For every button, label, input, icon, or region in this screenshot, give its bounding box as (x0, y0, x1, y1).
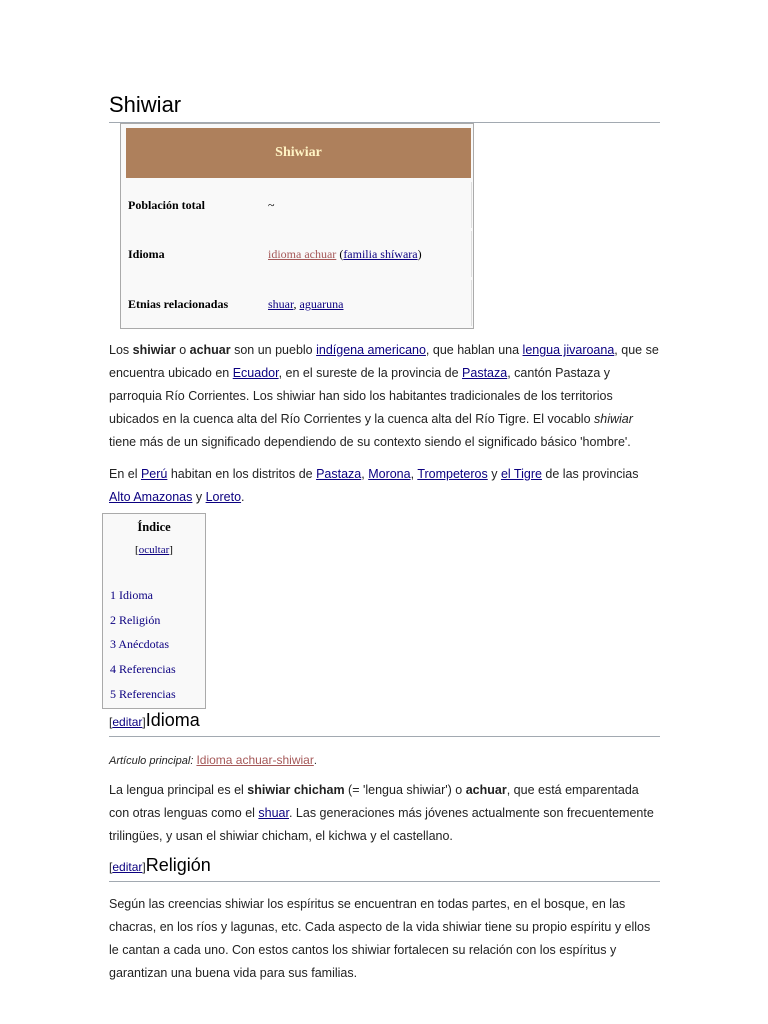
toc-item-idioma[interactable]: 1 Idioma (110, 588, 153, 602)
hatnote-label: Artículo principal: (109, 755, 197, 767)
link-pastaza-province[interactable]: Pastaza (462, 366, 508, 380)
toc-toggle: [ocultar] (135, 544, 173, 556)
section-title: Religión (145, 855, 211, 875)
edit-link-idioma[interactable]: editar (112, 715, 143, 729)
edit-section: [editar] (109, 715, 146, 729)
page-title: Shiwiar (109, 90, 660, 123)
toc-list (110, 583, 176, 707)
toc-item-referencias[interactable]: 4 Referencias (110, 662, 176, 677)
bold-shiwiar-chicham: shiwiar chicham (247, 783, 345, 797)
infobox-punct: , (293, 297, 300, 311)
infobox-value: ~ (268, 198, 275, 212)
link-ecuador[interactable]: Ecuador (232, 366, 279, 380)
section-heading-idioma (109, 708, 660, 737)
infobox-label: Idioma (128, 247, 165, 261)
link-peru[interactable]: Perú (140, 467, 168, 481)
infobox (120, 123, 474, 329)
link-lengua-jivaroana[interactable]: lengua jivaroana (522, 343, 615, 357)
bold-achuar: achuar (189, 343, 231, 357)
table-of-contents (102, 513, 206, 709)
link-pastaza-district[interactable]: Pastaza (316, 467, 362, 481)
link-idioma-achuar[interactable]: idioma achuar (268, 247, 337, 261)
infobox-label: Etnias relacionadas (128, 297, 229, 311)
idioma-paragraph: La lengua principal es el shiwiar chicham (= 'lengua shiwiar') o achuar, que está emparentada con otras lenguas como el shuar. Las generaciones más jóvenes actualmente son frecuentemente trilingües, y usan el shiwiar chicham, el kichwa y el castellano. (109, 783, 654, 843)
link-loreto[interactable]: Loreto (205, 490, 242, 504)
hatnote: Artículo principal: Idioma achuar-shiwiar. (109, 753, 317, 767)
toc-title: Índice (137, 520, 171, 534)
section-heading-religion (109, 853, 660, 882)
link-shuar-language[interactable]: shuar (258, 806, 289, 820)
toc-hide-link[interactable]: ocultar (138, 544, 170, 556)
infobox-value (268, 297, 344, 312)
edit-section: [editar] (109, 860, 146, 874)
infobox-divider (471, 182, 472, 228)
link-shuar[interactable]: shuar (268, 297, 294, 311)
link-indigena-americano[interactable]: indígena americano (316, 343, 426, 357)
bold-achuar: achuar (465, 783, 507, 797)
infobox-row-population (128, 198, 473, 218)
toc-item-anecdotas[interactable]: 3 Anécdotas (110, 637, 169, 652)
infobox-divider (471, 231, 472, 277)
infobox-divider (471, 280, 472, 326)
link-el-tigre[interactable]: el Tigre (500, 467, 542, 481)
bold-shiwiar: shiwiar (132, 343, 176, 357)
intro-paragraph-2: En el Perú habitan en los distritos de Pastaza, Morona, Trompeteros y el Tigre de las provincias Alto Amazonas y Loreto. (109, 467, 639, 504)
intro-paragraph-1: Los shiwiar o achuar son un pueblo indígena americano, que hablan una lengua jivaroana, que se encuentra ubicado en Ecuador, en el sureste de la provincia de Pastaza, cantón Pastaza y parroquia Río Corrientes. Los shiwiar han sido los habitantes tradicionales de los territorios ubicados en la cuenca alta del Río Corrientes y la cuenca alta del Río Tigre. El vocablo shiwiar tiene más de un significado dependiendo de su contexto siendo el significado básico 'hombre'. (109, 343, 659, 449)
section-title: Idioma (145, 710, 200, 730)
infobox-punct: ( (336, 247, 344, 261)
link-idioma-achuar-shiwiar[interactable]: Idioma achuar-shiwiar (196, 753, 314, 767)
edit-link-religion[interactable]: editar (112, 860, 143, 874)
infobox-header: Shiwiar (126, 128, 471, 178)
infobox-value (268, 247, 422, 262)
link-morona[interactable]: Morona (368, 467, 411, 481)
religion-paragraph: Según las creencias shiwiar los espíritus se encuentran en todas partes, en el bosque, en las chacras, en los ríos y lagunas, etc. Cada aspecto de la vida shiwiar tiene su propio espíritu y ellos le cantan a cada uno. Con estos cantos los shiwiar fortalecen su relación con los espíritus y garantizan una buena vida para sus familias. (109, 897, 651, 980)
infobox-row-related (128, 297, 473, 317)
toc-item-religion[interactable]: 2 Religión (110, 612, 161, 627)
link-aguaruna[interactable]: aguaruna (299, 297, 344, 311)
link-familia-shiwara[interactable]: familia shíwara (343, 247, 418, 261)
infobox-label: Población total (128, 198, 205, 212)
toc-item-referencias-2[interactable]: 5 Referencias (110, 686, 176, 701)
italic-shiwiar: shiwiar (594, 412, 633, 426)
link-trompeteros[interactable]: Trompeteros (417, 467, 488, 481)
link-alto-amazonas[interactable]: Alto Amazonas (109, 490, 193, 504)
infobox-row-language (128, 247, 473, 267)
infobox-punct: ) (417, 247, 422, 261)
